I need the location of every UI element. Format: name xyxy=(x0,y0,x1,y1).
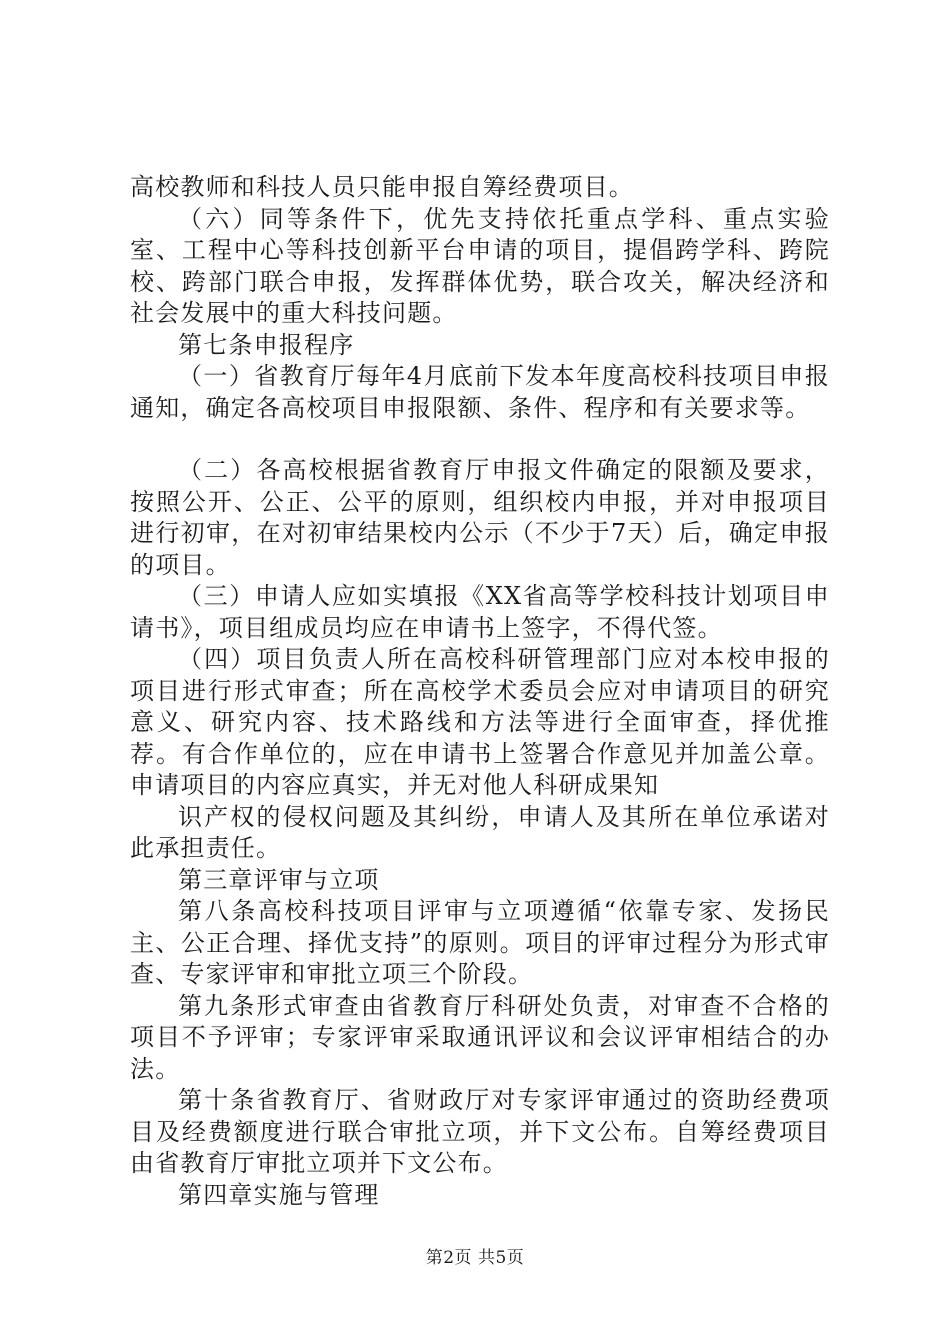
paragraph: 高校教师和科技人员只能申报自筹经费项目。 xyxy=(130,173,634,201)
paragraph: （三）申请人应如实填报《XX省高等学校科技计划项目申请书》，项目组成员均应在申请书上签字，不得代签。 xyxy=(130,582,830,642)
page-number-footer: 第2页 共5页 xyxy=(425,1248,525,1268)
paragraph: 第十条省教育厅、省财政厅对专家评审通过的资助经费项目及经费额度进行联合审批立项，并下文公布。自筹经费项目由省教育厅审批立项并下文公布。 xyxy=(130,1086,830,1177)
paragraph: 识产权的侵权问题及其纠纷，申请人及其所在单位承诺对此承担责任。 xyxy=(130,802,830,862)
paragraph: （六）同等条件下，优先支持依托重点学科、重点实验室、工程中心等科技创新平台申请的项目，提倡跨学科、跨院校、跨部门联合申报，发挥群体优势，联合攻关，解决经济和社会发展中的重大科技问题。 xyxy=(130,204,830,327)
chapter-heading: 第四章实施与管理 xyxy=(178,1180,380,1209)
paragraph: 第八条高校科技项目评审与立项遵循“依靠专家、发扬民主、公正合理、择优支持”的原则。项目的评审过程分为形式审查、专家评审和审批立项三个阶段。 xyxy=(130,897,830,988)
chapter-heading: 第三章评审与立项 xyxy=(178,865,380,894)
document-body xyxy=(130,172,830,1211)
paragraph: 第九条形式审查由省教育厅科研处负责，对审查不合格的项目不予评审；专家评审采取通讯评议和会议评审相结合的办法。 xyxy=(130,991,830,1083)
paragraph: （一）省教育厅每年4月底前下发本年度高校科技项目申报通知，确定各高校项目申报限额、条件、程序和有关要求等。 xyxy=(130,362,830,422)
paragraph: （四）项目负责人所在高校科研管理部门应对本校申报的项目进行形式审查；所在高校学术委员会应对申请项目的研究意义、研究内容、技术路线和方法等进行全面审查，择优推荐。有合作单位的，应在申请书上签署合作意见并加盖公章。申请项目的内容应真实，并无对他人科研成果知 xyxy=(130,645,830,799)
paragraph: （二）各高校根据省教育厅申报文件确定的限额及要求，按照公开、公正、公平的原则，组织校内申报，并对申报项目进行初审，在对初审结果校内公示（不少于7天）后，确定申报的项目。 xyxy=(130,456,830,579)
section-heading: 第七条申报程序 xyxy=(178,330,355,359)
